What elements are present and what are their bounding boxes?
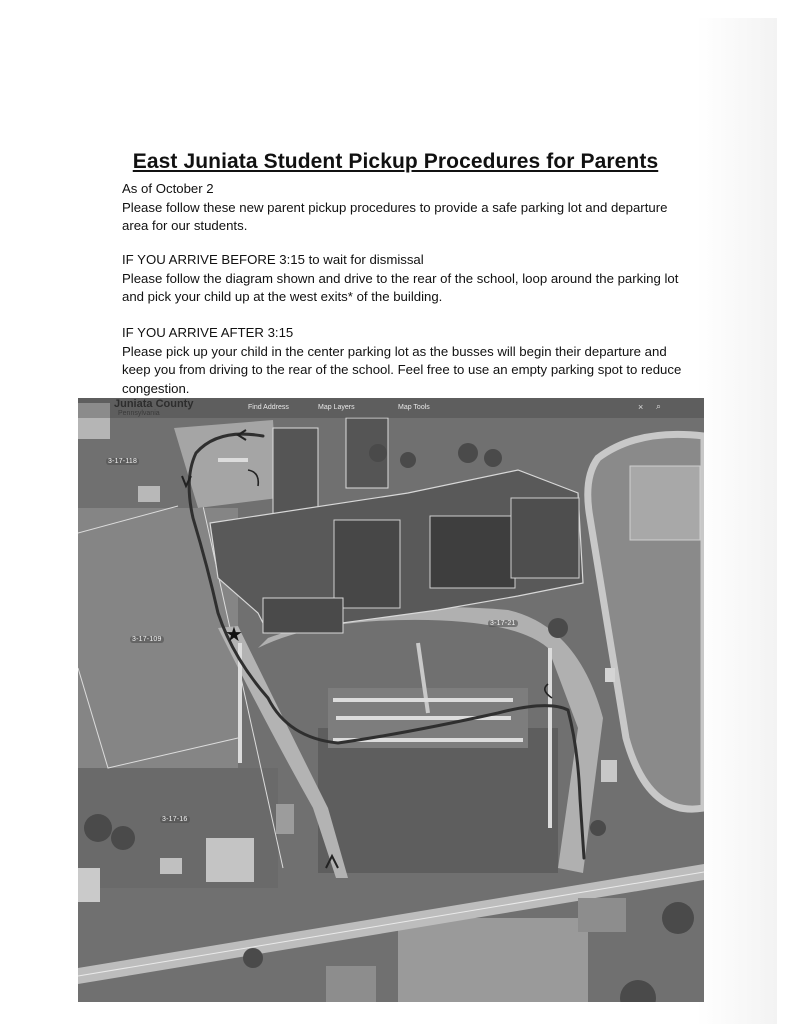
map-tools-button[interactable]: Map Tools [398, 404, 430, 411]
after-heading: IF YOU ARRIVE AFTER 3:15 [122, 325, 294, 340]
intro-section [122, 180, 692, 236]
map-search-icon[interactable]: ⌕ [656, 401, 662, 411]
parcel-label-1: 3-17-118 [108, 458, 138, 465]
map-county-title: Juniata County [114, 398, 194, 410]
building-south [326, 966, 376, 1002]
star-icon: ★ [225, 622, 243, 646]
before-section [122, 251, 692, 307]
aerial-map [78, 398, 704, 1002]
shed-5 [605, 668, 615, 682]
field-south [318, 728, 558, 873]
before-heading: IF YOU ARRIVE BEFORE 3:15 to wait for dismissal [122, 252, 424, 267]
shed-3 [276, 804, 294, 834]
parcel-label-2: 3-17-109 [132, 636, 162, 643]
building-southeast [578, 898, 626, 932]
shed-1 [138, 486, 160, 502]
auditorium-roof [334, 520, 400, 608]
shed-4 [601, 760, 617, 782]
parcel-label-3: 3-17-21 [490, 620, 516, 627]
gym-roof [430, 516, 515, 588]
map-close-icon[interactable]: × [638, 402, 644, 412]
map-layers-button[interactable]: Map Layers [318, 404, 355, 411]
shed-2 [160, 858, 182, 874]
after-section [122, 324, 692, 398]
before-text: Please follow the diagram shown and drive to the rear of the school, loop around the parking lot and pick your child up at the west exits* of the building. [122, 270, 679, 304]
house-2 [78, 868, 100, 902]
field-plowed [398, 918, 588, 1002]
intro-text: Please follow these new parent pickup procedures to provide a safe parking lot and departure area for our students. [122, 199, 668, 233]
tennis-court [630, 466, 700, 540]
page-title: East Juniata Student Pickup Procedures for Parents [132, 150, 659, 173]
map-tool-find[interactable]: Find Address [248, 404, 289, 411]
house-1 [206, 838, 254, 882]
after-text: Please pick up your child in the center parking lot as the busses will begin their departure and keep you from driving to the rear of the school. Feel free to use an empty parking spot to reduce congestion. [122, 343, 682, 396]
south-wing-roof [263, 598, 343, 633]
map-subtitle: Pennsylvania [118, 410, 160, 417]
intro-date: As of October 2 [122, 181, 214, 196]
aerial-map-graphic [78, 398, 704, 1002]
parcel-label-4: 3-17-16 [162, 816, 188, 823]
east-wing-roof [511, 498, 579, 578]
